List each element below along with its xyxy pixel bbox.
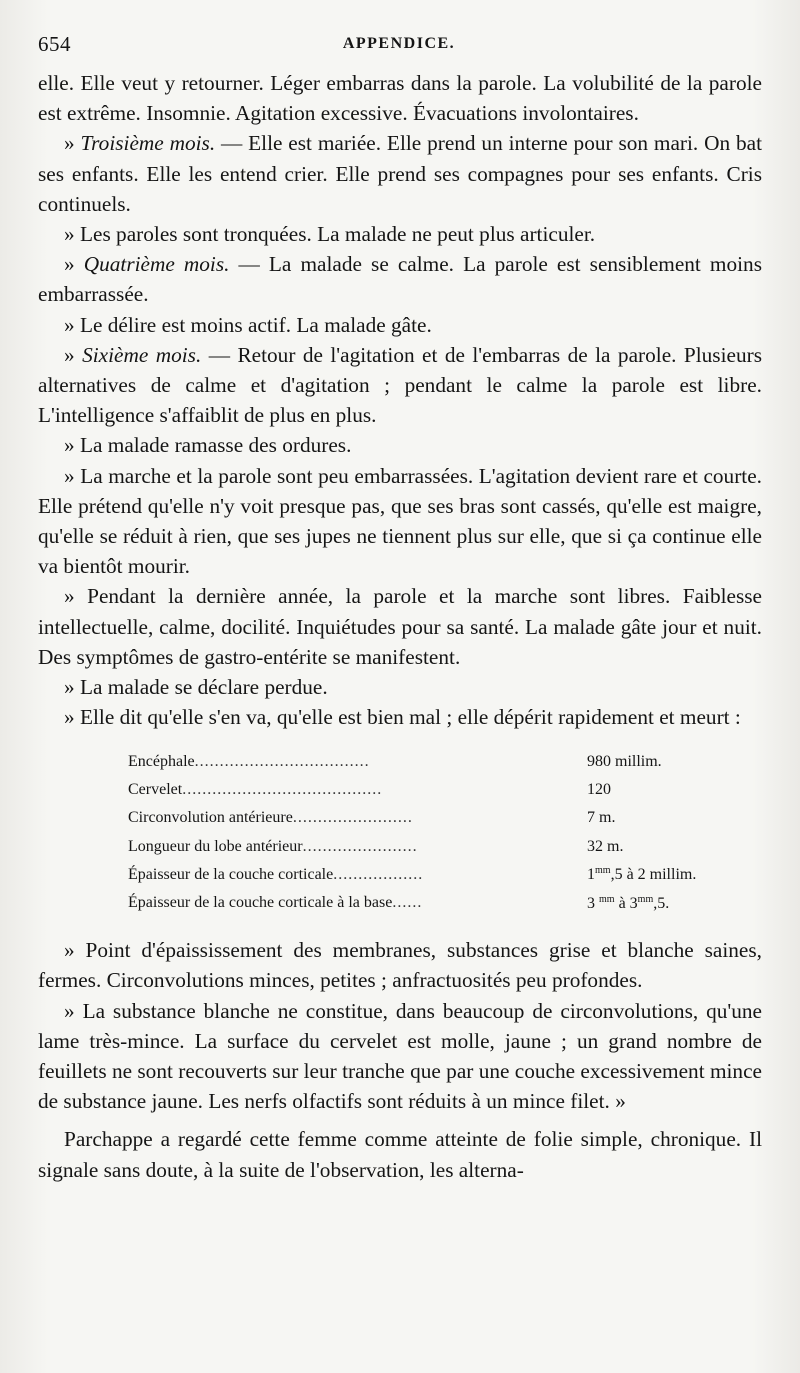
table-row: Encéphale................................... 980 millim. bbox=[128, 747, 764, 775]
paragraph: » La marche et la parole sont peu embarrassées. L'agitation devient rare et courte. Elle prétend qu'elle n'y voit presque pas, que ses bras sont cassés, qu'elle est maigre, qu'elle se réduit à rien, que ses jupes ne tiennent plus sur elle, que si ça continue elle va bientôt mourir. bbox=[38, 463, 762, 579]
table-row: Épaisseur de la couche corticale.................. $1^{mm},5$ à 2 millim. bbox=[128, 861, 764, 889]
measure-value: 3 $^{mm}$ à $3^{mm},5$. bbox=[587, 893, 670, 912]
emphasis: Sixième mois. bbox=[82, 342, 202, 367]
paragraph: elle. Elle veut y retourner. Léger embarras dans la parole. La volubilité de la parole est extrême. Insomnie. Agitation excessive. Évacuations involontaires. bbox=[38, 71, 762, 126]
paragraph: » Sixième mois. — Retour de l'agitation et de l'embarras de la parole. Plusieurs alternatives de calme et d'agitation ; pendant le calme la parole est libre. L'intelligence s'affaiblit de plus en plus. bbox=[38, 342, 762, 428]
measurement-table bbox=[128, 747, 764, 917]
measure-label: Encéphale bbox=[128, 752, 195, 770]
body-text bbox=[38, 68, 762, 1185]
paragraph: » La malade ramasse des ordures. bbox=[64, 433, 352, 458]
measure-label: Épaisseur de la couche corticale bbox=[128, 865, 334, 883]
table-row: Épaisseur de la couche corticale à la base...... 3 $^{mm}$ à $3^{mm},5$. bbox=[128, 889, 764, 917]
page-number: 654 bbox=[38, 32, 71, 56]
measure-value: 7 m. bbox=[587, 809, 616, 827]
paragraph: » Quatrième mois. — La malade se calme. La parole est sensiblement moins embarrassée. bbox=[38, 252, 762, 307]
measure-label: Cervelet bbox=[128, 780, 183, 798]
table-row: Cervelet........................................ 120 bbox=[128, 776, 764, 804]
paragraph: » Pendant la dernière année, la parole et la marche sont libres. Faiblesse intellectuelle, calme, docilité. Inquiétudes pour sa santé. La malade gâte jour et nuit. Des symptômes de gastro-entérite se manifestent. bbox=[38, 584, 762, 669]
paragraph: » Le délire est moins actif. La malade gâte. bbox=[64, 312, 432, 337]
table-row: Circonvolution antérieure........................ 7 m. bbox=[128, 804, 764, 832]
paragraph: » Elle dit qu'elle s'en va, qu'elle est bien mal ; elle dépérit rapidement et meurt : bbox=[64, 705, 741, 730]
paragraph: » Point d'épaississement des membranes, substances grise et blanche saines, fermes. Circonvolutions minces, petites ; anfractuosités peu profondes. bbox=[38, 938, 762, 993]
measure-label: Longueur du lobe antérieur bbox=[128, 837, 303, 855]
measure-value: 120 bbox=[587, 780, 611, 798]
table-row: Longueur du lobe antérieur....................... 32 m. bbox=[128, 832, 764, 860]
paragraph: Parchappe a regardé cette femme comme atteinte de folie simple, chronique. Il signale sans doute, à la suite de l'observation, les alterna- bbox=[38, 1127, 762, 1182]
running-title: APPENDICE. bbox=[342, 35, 456, 52]
paragraph: » Les paroles sont tronquées. La malade ne peut plus articuler. bbox=[64, 222, 596, 247]
measure-value: 32 m. bbox=[587, 837, 624, 855]
measure-label: Épaisseur de la couche corticale à la base bbox=[128, 894, 393, 912]
measure-value: $1^{mm},5$ à 2 millim. bbox=[587, 865, 697, 884]
final-paragraphs bbox=[38, 935, 762, 1185]
measure-value: 980 millim. bbox=[587, 752, 662, 770]
paragraph: » Troisième mois. — Elle est mariée. Elle prend un interne pour son mari. On bat ses enfants. Elle les entend crier. Elle prend ses compagnes pour ses enfants. Cris continuels. bbox=[38, 131, 762, 216]
emphasis: Quatrième mois. bbox=[83, 252, 230, 277]
measure-label: Circonvolution antérieure bbox=[128, 809, 293, 827]
page-header bbox=[38, 32, 760, 60]
paragraph: » La malade se déclare perdue. bbox=[64, 675, 328, 700]
emphasis: Troisième mois. bbox=[80, 131, 216, 156]
paragraph: » La substance blanche ne constitue, dans beaucoup de circonvolutions, qu'une lame très-mince. La surface du cervelet est molle, jaune ; un grand nombre de feuillets ne sont recouverts sur leur tranche que par une couche excessivement mince de substance jaune. Les nerfs olfactifs sont réduits à un mince filet. » bbox=[38, 998, 762, 1114]
